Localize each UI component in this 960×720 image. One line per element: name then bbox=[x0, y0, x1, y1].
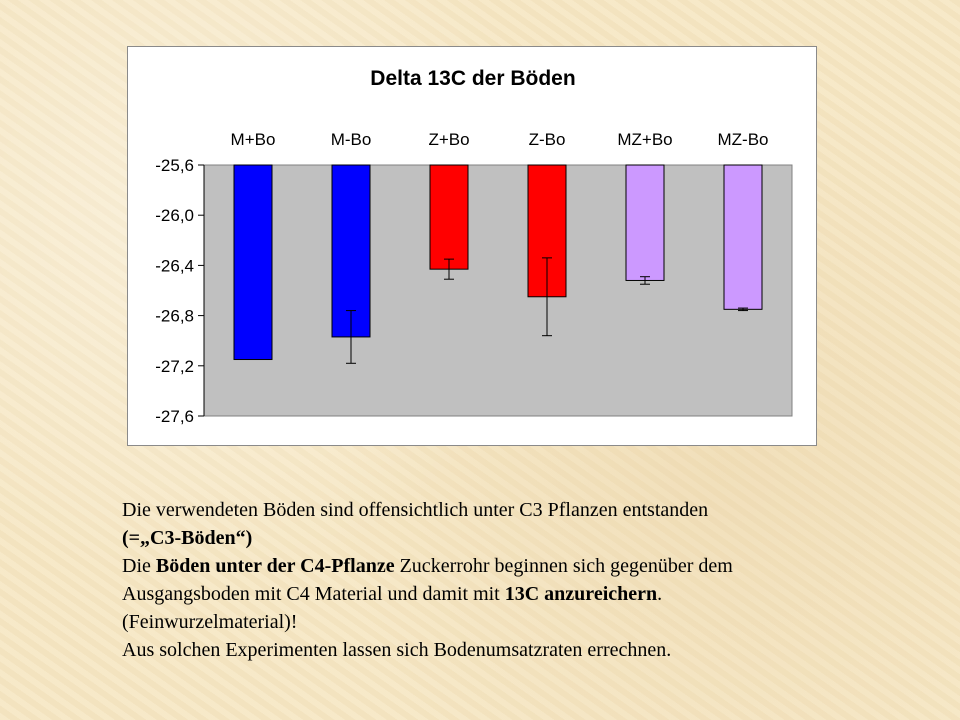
category-label: MZ+Bo bbox=[617, 130, 673, 149]
caption-line-3-bold: Böden unter der C4-Pflanze bbox=[155, 555, 395, 577]
bar-z-plusbo bbox=[430, 165, 468, 269]
y-tick-label: -27,2 bbox=[155, 356, 194, 376]
caption-line-4-start: Ausgangsboden mit C4 Material und damit mit bbox=[122, 583, 505, 605]
bar-mz-plusbo bbox=[626, 165, 664, 280]
caption-line-4 bbox=[122, 580, 922, 608]
plot-area bbox=[204, 165, 792, 416]
caption-line-4-bold: 13C anzureichern bbox=[504, 583, 658, 605]
category-label: M-Bo bbox=[330, 130, 372, 149]
caption-line-3 bbox=[122, 552, 922, 580]
category-label: MZ-Bo bbox=[717, 130, 769, 149]
category-label: M+Bo bbox=[230, 130, 276, 149]
chart-title: Delta 13C der Böden bbox=[370, 67, 576, 90]
bar-m-plusbo bbox=[234, 165, 272, 360]
bar-chart bbox=[128, 47, 818, 447]
y-tick-label: -26,8 bbox=[155, 306, 194, 326]
category-label: Z+Bo bbox=[428, 130, 470, 149]
y-tick-label: -26,0 bbox=[155, 206, 194, 226]
caption-line-5: (Feinwurzelmaterial)! bbox=[122, 611, 298, 633]
caption-line-4-end: . bbox=[657, 583, 663, 605]
caption-line-3-end: Zuckerrohr beginnen sich gegenüber dem bbox=[394, 555, 733, 577]
bar-mz-minus-bo bbox=[724, 165, 762, 309]
caption-line-6: Aus solchen Experimenten lassen sich Bodenumsatzraten errechnen. bbox=[122, 639, 672, 661]
caption-line-3-start: Die bbox=[122, 555, 156, 577]
y-tick-label: -27,6 bbox=[155, 407, 194, 426]
category-label: Z-Bo bbox=[528, 130, 566, 149]
y-tick-label: -25,6 bbox=[155, 156, 194, 175]
caption-line-2: (=„C3-Böden“) bbox=[122, 527, 253, 549]
y-tick-label: -26,4 bbox=[155, 256, 194, 276]
caption-text bbox=[122, 496, 922, 664]
caption-line-1: Die verwendeten Böden sind offensichtlich unter C3 Pflanzen entstanden bbox=[122, 499, 709, 521]
chart-container bbox=[127, 46, 817, 446]
